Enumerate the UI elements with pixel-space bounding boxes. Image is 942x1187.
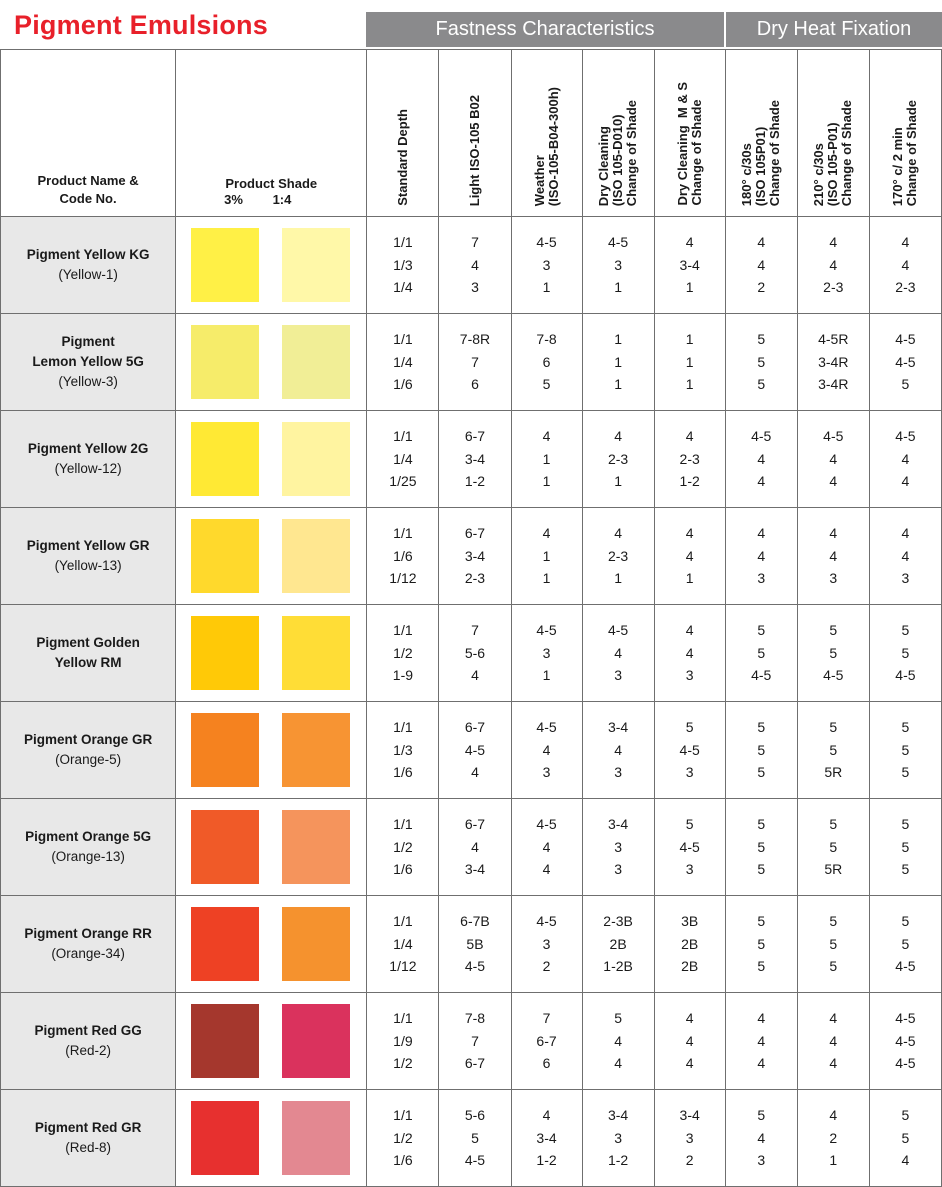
heat-210-values [797,605,869,702]
heat-180-text: 5 5 5 [757,913,766,975]
light-values [439,799,511,896]
dry-cleaning-ms-values [654,799,725,896]
light-values [439,993,511,1090]
header-shade-1-4: 1:4 [272,192,292,207]
heat-170-text: 4 4 2-3 [895,234,916,296]
product-name-cell [1,702,176,799]
weather-values [511,314,582,411]
product-code: (Yellow-12) [54,461,122,476]
weather-text: 4 1 1 [542,525,551,587]
light-values [439,605,511,702]
product-shade-cell [176,896,367,993]
weather-text: 4 3-4 1-2 [536,1107,557,1169]
product-name-cell [1,1090,176,1187]
heat-180-values [725,217,797,314]
dry-cleaning-ms-text: 5 4-5 3 [679,719,700,781]
shade-swatch-3pct [191,616,259,690]
light-text: 6-7 4-5 4 [464,719,486,781]
heat-210-values [797,799,869,896]
dry-cleaning-ms-text: 5 4-5 3 [679,816,700,878]
heat-180-text: 4 4 4 [757,1010,766,1072]
weather-text: 7-8 6 5 [536,331,557,393]
light-values [439,896,511,993]
table-row [1,799,942,896]
light-text: 6-7B 5B 4-5 [460,913,490,975]
dry-cleaning-text: 4-5 3 1 [607,234,629,296]
shade-swatch-3pct [191,1004,259,1078]
header-dry-cleaning-ms-label: Dry Cleaning M & S Change of Shade [674,82,704,206]
heat-210-values [797,896,869,993]
standard-depth-values [367,799,439,896]
product-shade-cell [176,702,367,799]
light-text: 7 5-6 4 [464,622,486,684]
heat-180-values [725,411,797,508]
weather-text: 4-5 4 3 [536,719,557,781]
header-product-name [1,50,176,217]
light-text: 6-7 3-4 2-3 [464,525,486,587]
dry-cleaning-ms-values [654,605,725,702]
header-standard-depth [367,50,439,217]
dry-cleaning-values [582,605,654,702]
standard-depth-text: 1/1 1/3 1/4 [393,234,413,296]
shade-swatch-1-4 [282,713,350,787]
standard-depth-values [367,314,439,411]
heat-170-text: 5 5 5 [901,816,910,878]
header-product-shade [176,50,367,217]
dry-cleaning-values [582,411,654,508]
product-shade-cell [176,314,367,411]
dry-cleaning-ms-text: 4 2-3 1-2 [679,428,700,490]
heat-180-values [725,799,797,896]
heat-180-text: 5 5 5 [757,816,766,878]
heat-180-text: 5 5 5 [757,331,766,393]
header-shade-3pct: 3% [224,192,243,207]
heat-210-text: 5 5 4-5 [823,622,844,684]
product-name: Pigment Orange 5G [25,829,152,844]
shade-swatch-3pct [191,713,259,787]
light-values [439,1090,511,1187]
heat-170-text: 5 5 4-5 [895,622,916,684]
standard-depth-text: 1/1 1/2 1/6 [393,816,413,878]
dry-cleaning-text: 3-4 3 3 [607,816,629,878]
table-row [1,217,942,314]
product-name: Pigment Red GR [34,1120,142,1135]
product-name-cell [1,605,176,702]
dry-cleaning-values [582,799,654,896]
header-light-label: Light ISO-105 B02 [466,94,482,206]
dry-cleaning-ms-values [654,217,725,314]
heat-210-text: 5 5 5 [829,913,838,975]
product-code: (Red-8) [65,1140,111,1155]
heat-210-text: 5 5 5R [824,816,843,878]
standard-depth-text: 1/1 1/4 1/6 [393,331,413,393]
weather-values [511,217,582,314]
table-row [1,702,942,799]
light-text: 6-7 4 3-4 [464,816,486,878]
heat-180-text: 4-5 4 4 [751,428,772,490]
shade-swatch-3pct [191,325,259,399]
header-heat-170 [869,50,941,217]
product-name: Pigment Yellow 2G [27,441,149,456]
dry-cleaning-text: 3-4 3 1-2 [607,1107,629,1169]
weather-values [511,799,582,896]
product-name-cell [1,799,176,896]
product-shade-cell [176,993,367,1090]
shade-swatch-3pct [191,422,259,496]
standard-depth-values [367,1090,439,1187]
header-heat-170-label: 170° c/ 2 min Change of Shade [890,99,920,206]
product-name-cell [1,993,176,1090]
dry-cleaning-values [582,993,654,1090]
product-code: (Orange-34) [51,946,125,961]
table-row [1,1090,942,1187]
dry-cleaning-text: 4 2-3 1 [607,525,629,587]
weather-text: 4-5 3 1 [536,622,557,684]
weather-text: 4-5 3 1 [536,234,557,296]
product-name: Pigment Orange GR [23,732,153,747]
heat-210-values [797,508,869,605]
header-heat-210 [797,50,869,217]
heat-180-text: 4 4 3 [757,525,766,587]
product-name: Pigment Red GG [34,1023,142,1038]
heat-170-text: 5 5 5 [901,719,910,781]
header-product-shade-label: Product Shade [225,176,318,191]
dry-cleaning-text: 3-4 4 3 [607,719,629,781]
shade-swatch-1-4 [282,325,350,399]
product-code: (Yellow-3) [58,374,118,389]
heat-210-text: 5 5 5R [824,719,843,781]
header-heat-180 [725,50,797,217]
standard-depth-text: 1/1 1/4 1/25 [389,428,417,490]
shade-swatch-3pct [191,907,259,981]
header-dry-cleaning [582,50,654,217]
heat-210-text: 4-5R 3-4R 3-4R [818,331,849,393]
heat-180-values [725,702,797,799]
dry-cleaning-text: 5 4 4 [614,1010,622,1072]
product-name: Pigment Lemon Yellow 5G [32,334,144,369]
light-text: 5-6 5 4-5 [464,1107,486,1169]
light-values [439,314,511,411]
dry-cleaning-ms-values [654,314,725,411]
light-values [439,508,511,605]
heat-170-values [869,993,941,1090]
heat-180-text: 5 5 4-5 [751,622,772,684]
heat-210-text: 4 4 4 [829,1010,838,1072]
light-text: 7-8 7 6-7 [464,1010,486,1072]
header-product-name-label: Product Name & Code No. [37,173,139,206]
dry-cleaning-text: 4 2-3 1 [607,428,629,490]
table-row [1,411,942,508]
header-dry-cleaning-ms [654,50,725,217]
heat-180-values [725,993,797,1090]
weather-text: 7 6-7 6 [536,1010,557,1072]
product-code: (Red-2) [65,1043,111,1058]
shade-swatch-1-4 [282,422,350,496]
weather-text: 4 1 1 [542,428,551,490]
weather-values [511,508,582,605]
heat-170-text: 4-5 4 4 [895,428,916,490]
product-name: Pigment Yellow KG [26,247,150,262]
heat-170-values [869,314,941,411]
shade-swatch-1-4 [282,228,350,302]
dry-cleaning-ms-text: 1 1 1 [685,331,694,393]
table-row [1,314,942,411]
dry-cleaning-values [582,702,654,799]
heat-170-values [869,799,941,896]
product-name-cell [1,217,176,314]
shade-swatch-3pct [191,1101,259,1175]
heat-170-text: 5 5 4-5 [895,913,916,975]
product-shade-cell [176,217,367,314]
heat-170-text: 4 4 3 [901,525,910,587]
dry-cleaning-ms-values [654,411,725,508]
standard-depth-text: 1/1 1/9 1/2 [393,1010,413,1072]
dry-cleaning-text: 4-5 4 3 [607,622,629,684]
heat-210-values [797,993,869,1090]
product-shade-cell [176,605,367,702]
standard-depth-text: 1/1 1/6 1/12 [389,525,417,587]
light-values [439,702,511,799]
standard-depth-values [367,896,439,993]
heat-170-values [869,411,941,508]
dry-cleaning-ms-values [654,1090,725,1187]
group-header-dry-heat: Dry Heat Fixation [726,12,942,47]
shade-swatch-1-4 [282,1004,350,1078]
standard-depth-values [367,702,439,799]
dry-cleaning-ms-text: 4 4 4 [685,1010,694,1072]
light-text: 7-8R 7 6 [459,331,491,393]
weather-values [511,411,582,508]
dry-cleaning-ms-text: 3B 2B 2B [681,913,699,975]
shade-swatch-1-4 [282,1101,350,1175]
product-name: Pigment Orange RR [24,926,152,941]
header-weather-label: Weather (ISO-105-B04-300h) [531,86,561,206]
dry-cleaning-text: 1 1 1 [614,331,622,393]
standard-depth-values [367,411,439,508]
heat-170-values [869,1090,941,1187]
dry-cleaning-ms-values [654,702,725,799]
heat-210-values [797,314,869,411]
product-name-cell [1,314,176,411]
dry-cleaning-ms-values [654,993,725,1090]
header-heat-180-label: 180° c/30s (ISO 105P01) Change of Shade [739,99,783,206]
dry-cleaning-values [582,314,654,411]
product-shade-cell [176,1090,367,1187]
heat-210-text: 4 4 3 [829,525,838,587]
weather-text: 4-5 3 2 [536,913,557,975]
heat-210-values [797,702,869,799]
product-shade-cell [176,411,367,508]
header-standard-depth-label: Standard Depth [394,109,410,206]
heat-210-values [797,217,869,314]
table-row [1,605,942,702]
standard-depth-text: 1/1 1/2 1-9 [392,622,414,684]
heat-210-values [797,1090,869,1187]
shade-swatch-3pct [191,519,259,593]
dry-cleaning-values [582,896,654,993]
weather-text: 4-5 4 4 [536,816,557,878]
weather-values [511,702,582,799]
light-text: 6-7 3-4 1-2 [464,428,486,490]
weather-values [511,605,582,702]
heat-180-text: 4 4 2 [757,234,766,296]
product-code: (Yellow-1) [58,267,118,282]
heat-180-values [725,1090,797,1187]
dry-cleaning-ms-values [654,508,725,605]
table-row [1,993,942,1090]
heat-210-text: 4-5 4 4 [823,428,844,490]
light-text: 7 4 3 [471,234,479,296]
product-shade-cell [176,799,367,896]
heat-170-text: 4-5 4-5 5 [895,331,916,393]
dry-cleaning-ms-text: 4 4 1 [685,525,694,587]
shade-swatch-3pct [191,228,259,302]
dry-cleaning-values [582,508,654,605]
product-name: Pigment Golden Yellow RM [36,635,140,670]
standard-depth-values [367,217,439,314]
standard-depth-text: 1/1 1/3 1/6 [393,719,413,781]
product-name-cell [1,411,176,508]
heat-170-text: 5 5 4 [901,1107,910,1169]
standard-depth-text: 1/1 1/4 1/12 [389,913,417,975]
heat-180-text: 5 4 3 [757,1107,766,1169]
product-name-cell [1,896,176,993]
heat-170-values [869,217,941,314]
heat-170-text: 4-5 4-5 4-5 [895,1010,916,1072]
header-light [439,50,511,217]
heat-170-values [869,702,941,799]
heat-170-values [869,896,941,993]
weather-values [511,1090,582,1187]
shade-swatch-1-4 [282,907,350,981]
dry-cleaning-ms-text: 4 3-4 1 [679,234,700,296]
product-shade-cell [176,508,367,605]
dry-cleaning-values [582,1090,654,1187]
table-row [1,896,942,993]
header-dry-cleaning-label: Dry Cleaning (ISO 105-D010) Change of Shade [596,99,640,206]
heat-180-values [725,896,797,993]
heat-210-text: 4 4 2-3 [823,234,844,296]
product-code: (Orange-13) [51,849,125,864]
dry-cleaning-ms-text: 4 4 3 [685,622,694,684]
dry-cleaning-ms-values [654,896,725,993]
standard-depth-text: 1/1 1/2 1/6 [393,1107,413,1169]
light-values [439,411,511,508]
standard-depth-values [367,993,439,1090]
product-name-cell [1,508,176,605]
header-weather [511,50,582,217]
heat-180-values [725,314,797,411]
dry-cleaning-values [582,217,654,314]
header-row [1,50,942,217]
product-name: Pigment Yellow GR [26,538,150,553]
heat-210-values [797,411,869,508]
heat-210-text: 4 2 1 [829,1107,838,1169]
heat-180-values [725,508,797,605]
shade-swatch-1-4 [282,810,350,884]
dry-cleaning-ms-text: 3-4 3 2 [679,1107,700,1169]
dry-cleaning-text: 2-3B 2B 1-2B [603,913,633,975]
shade-swatch-1-4 [282,519,350,593]
weather-values [511,896,582,993]
heat-170-values [869,508,941,605]
light-values [439,217,511,314]
weather-values [511,993,582,1090]
standard-depth-values [367,508,439,605]
page-title: Pigment Emulsions [14,10,268,40]
heat-170-values [869,605,941,702]
table-row [1,508,942,605]
pigment-table [0,49,942,1187]
heat-180-text: 5 5 5 [757,719,766,781]
heat-180-values [725,605,797,702]
shade-swatch-1-4 [282,616,350,690]
shade-swatch-3pct [191,810,259,884]
standard-depth-values [367,605,439,702]
group-header-fastness: Fastness Characteristics [366,12,724,47]
product-code: (Yellow-13) [54,558,122,573]
header-heat-210-label: 210° c/30s (ISO 105-P01) Change of Shade [811,99,855,206]
product-code: (Orange-5) [55,752,122,767]
